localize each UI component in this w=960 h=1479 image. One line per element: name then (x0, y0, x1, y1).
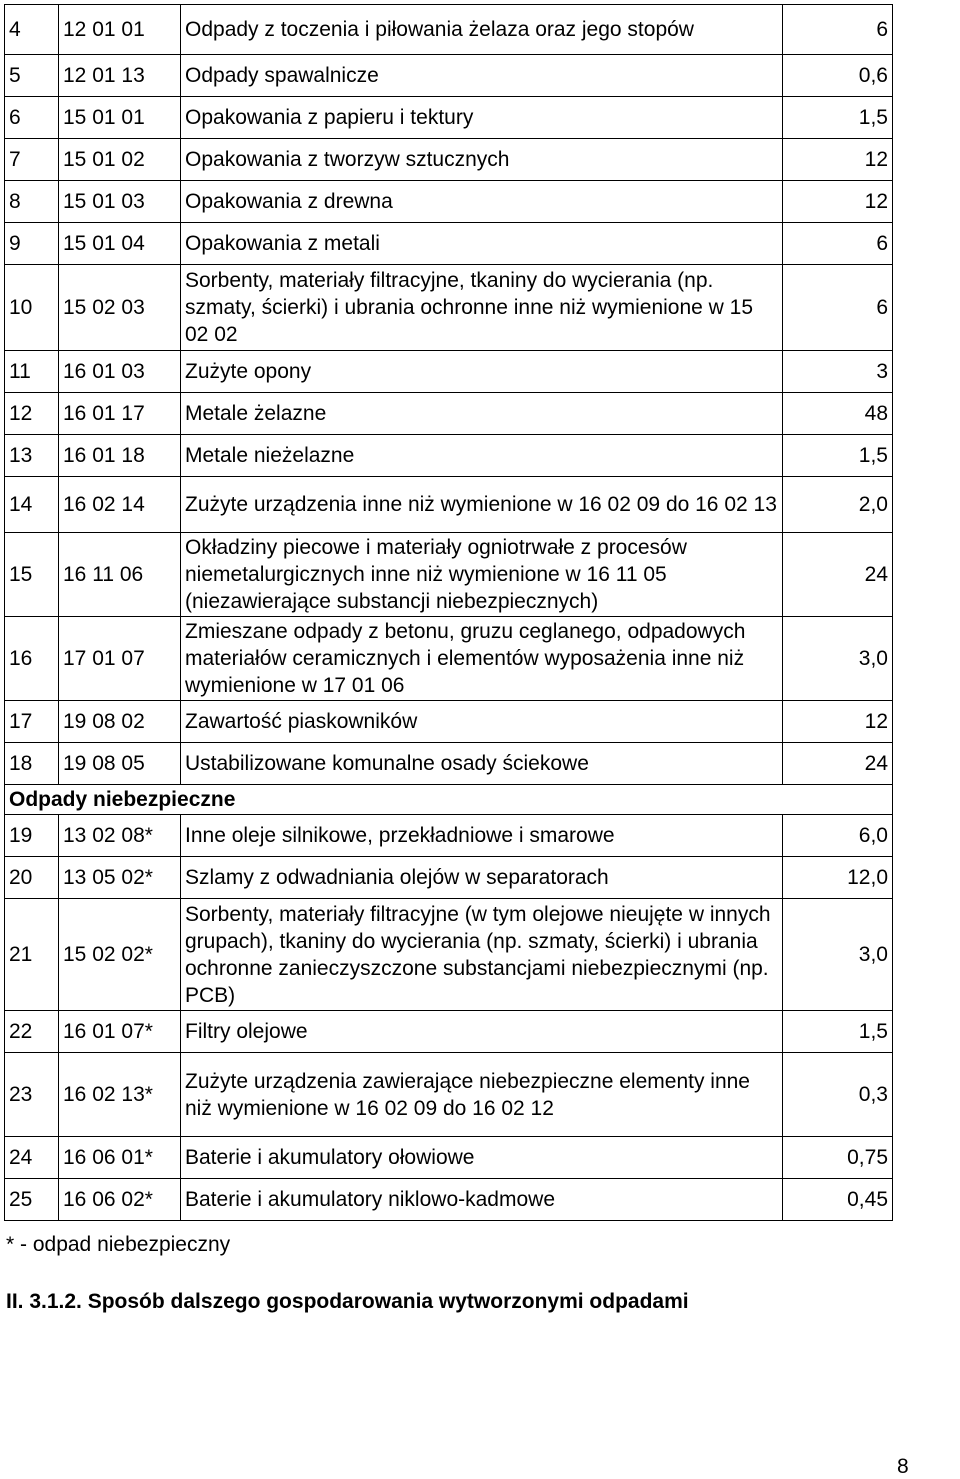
waste-name: Opakowania z tworzyw sztucznych (181, 139, 783, 181)
waste-name: Metale żelazne (181, 393, 783, 435)
table-row (5, 223, 893, 265)
waste-code: 16 01 18 (59, 435, 181, 477)
waste-quantity: 12 (783, 139, 893, 181)
waste-quantity: 24 (783, 743, 893, 785)
waste-code: 16 11 06 (59, 533, 181, 617)
waste-code: 16 06 02* (59, 1179, 181, 1221)
section-heading: II. 3.1.2. Sposób dalszego gospodarowania wytworzonymi odpadami (6, 1290, 689, 1313)
waste-quantity: 1,5 (783, 97, 893, 139)
waste-table (4, 4, 893, 1221)
waste-code: 16 01 03 (59, 351, 181, 393)
table-row (5, 1179, 893, 1221)
waste-name: Zużyte urządzenia zawierające niebezpieczne elementy inne niż wymienione w 16 02 09 do 16 02 12 (181, 1053, 783, 1137)
row-number: 10 (5, 265, 59, 351)
row-number: 14 (5, 477, 59, 533)
waste-name: Baterie i akumulatory niklowo-kadmowe (181, 1179, 783, 1221)
footnote: * - odpad niebezpieczny (6, 1233, 231, 1256)
waste-quantity: 6,0 (783, 815, 893, 857)
waste-code: 15 01 02 (59, 139, 181, 181)
row-number: 19 (5, 815, 59, 857)
waste-name: Zużyte opony (181, 351, 783, 393)
waste-code: 16 02 14 (59, 477, 181, 533)
waste-quantity: 24 (783, 533, 893, 617)
table-row (5, 181, 893, 223)
page-number: 8 (897, 1455, 909, 1478)
table-row (5, 477, 893, 533)
waste-name: Sorbenty, materiały filtracyjne (w tym olejowe nieujęte w innych grupach), tkaniny do wycierania (np. szmaty, ścierki) i ubrania ochronne zanieczyszczone substancjami niebezpiecznymi (np. PCB) (181, 899, 783, 1011)
waste-name: Odpady spawalnicze (181, 55, 783, 97)
table-row (5, 857, 893, 899)
waste-name: Szlamy z odwadniania olejów w separatorach (181, 857, 783, 899)
table-row (5, 5, 893, 55)
waste-name: Odpady z toczenia i piłowania żelaza oraz jego stopów (181, 5, 783, 55)
table-row (5, 533, 893, 617)
row-number: 15 (5, 533, 59, 617)
row-number: 6 (5, 97, 59, 139)
waste-quantity: 12,0 (783, 857, 893, 899)
waste-name: Metale nieżelazne (181, 435, 783, 477)
waste-name: Opakowania z drewna (181, 181, 783, 223)
waste-code: 15 01 04 (59, 223, 181, 265)
waste-quantity: 3,0 (783, 899, 893, 1011)
row-number: 24 (5, 1137, 59, 1179)
row-number: 16 (5, 617, 59, 701)
waste-code: 15 02 03 (59, 265, 181, 351)
waste-code: 13 02 08* (59, 815, 181, 857)
waste-name: Opakowania z papieru i tektury (181, 97, 783, 139)
table-row (5, 899, 893, 1011)
waste-code: 15 01 01 (59, 97, 181, 139)
row-number: 11 (5, 351, 59, 393)
waste-quantity: 1,5 (783, 1011, 893, 1053)
hazardous-section (5, 785, 893, 815)
waste-name: Inne oleje silnikowe, przekładniowe i smarowe (181, 815, 783, 857)
waste-quantity: 12 (783, 181, 893, 223)
table-row (5, 701, 893, 743)
table-row (5, 351, 893, 393)
row-number: 21 (5, 899, 59, 1011)
table-row (5, 393, 893, 435)
table-row (5, 265, 893, 351)
table-row (5, 97, 893, 139)
table-row (5, 617, 893, 701)
waste-code: 16 06 01* (59, 1137, 181, 1179)
waste-code: 12 01 01 (59, 5, 181, 55)
waste-name: Filtry olejowe (181, 1011, 783, 1053)
waste-code: 16 01 07* (59, 1011, 181, 1053)
waste-quantity: 0,6 (783, 55, 893, 97)
row-number: 25 (5, 1179, 59, 1221)
waste-table-body-hazardous (5, 815, 893, 1221)
row-number: 7 (5, 139, 59, 181)
table-row (5, 815, 893, 857)
table-row (5, 1053, 893, 1137)
row-number: 12 (5, 393, 59, 435)
row-number: 22 (5, 1011, 59, 1053)
row-number: 4 (5, 5, 59, 55)
table-row (5, 55, 893, 97)
row-number: 5 (5, 55, 59, 97)
waste-name: Okładziny piecowe i materiały ogniotrwałe z procesów niemetalurgicznych inne niż wymienione w 16 11 05 (niezawierające substancji niebezpiecznych) (181, 533, 783, 617)
waste-quantity: 3 (783, 351, 893, 393)
table-row (5, 1137, 893, 1179)
waste-name: Zmieszane odpady z betonu, gruzu ceglanego, odpadowych materiałów ceramicznych i elementów wyposażenia inne niż wymienione w 17 01 06 (181, 617, 783, 701)
table-row (5, 435, 893, 477)
table-row (5, 1011, 893, 1053)
row-number: 20 (5, 857, 59, 899)
waste-code: 16 02 13* (59, 1053, 181, 1137)
waste-code: 15 01 03 (59, 181, 181, 223)
waste-code: 13 05 02* (59, 857, 181, 899)
row-number: 13 (5, 435, 59, 477)
waste-name: Opakowania z metali (181, 223, 783, 265)
section-label: Odpady niebezpieczne (5, 785, 893, 815)
waste-quantity: 0,3 (783, 1053, 893, 1137)
waste-name: Zużyte urządzenia inne niż wymienione w 16 02 09 do 16 02 13 (181, 477, 783, 533)
waste-quantity: 2,0 (783, 477, 893, 533)
waste-quantity: 48 (783, 393, 893, 435)
waste-code: 19 08 02 (59, 701, 181, 743)
waste-quantity: 6 (783, 223, 893, 265)
waste-table-body-regular (5, 5, 893, 785)
waste-quantity: 0,75 (783, 1137, 893, 1179)
row-number: 8 (5, 181, 59, 223)
waste-quantity: 1,5 (783, 435, 893, 477)
row-number: 23 (5, 1053, 59, 1137)
waste-quantity: 6 (783, 5, 893, 55)
waste-name: Baterie i akumulatory ołowiowe (181, 1137, 783, 1179)
waste-code: 17 01 07 (59, 617, 181, 701)
row-number: 18 (5, 743, 59, 785)
waste-name: Zawartość piaskowników (181, 701, 783, 743)
waste-quantity: 0,45 (783, 1179, 893, 1221)
row-number: 9 (5, 223, 59, 265)
waste-quantity: 6 (783, 265, 893, 351)
section-row (5, 785, 893, 815)
waste-name: Sorbenty, materiały filtracyjne, tkaniny do wycierania (np. szmaty, ścierki) i ubrania ochronne inne niż wymienione w 15 02 02 (181, 265, 783, 351)
waste-code: 12 01 13 (59, 55, 181, 97)
waste-quantity: 12 (783, 701, 893, 743)
row-number: 17 (5, 701, 59, 743)
waste-name: Ustabilizowane komunalne osady ściekowe (181, 743, 783, 785)
table-row (5, 743, 893, 785)
waste-code: 16 01 17 (59, 393, 181, 435)
waste-code: 19 08 05 (59, 743, 181, 785)
waste-code: 15 02 02* (59, 899, 181, 1011)
waste-quantity: 3,0 (783, 617, 893, 701)
table-row (5, 139, 893, 181)
